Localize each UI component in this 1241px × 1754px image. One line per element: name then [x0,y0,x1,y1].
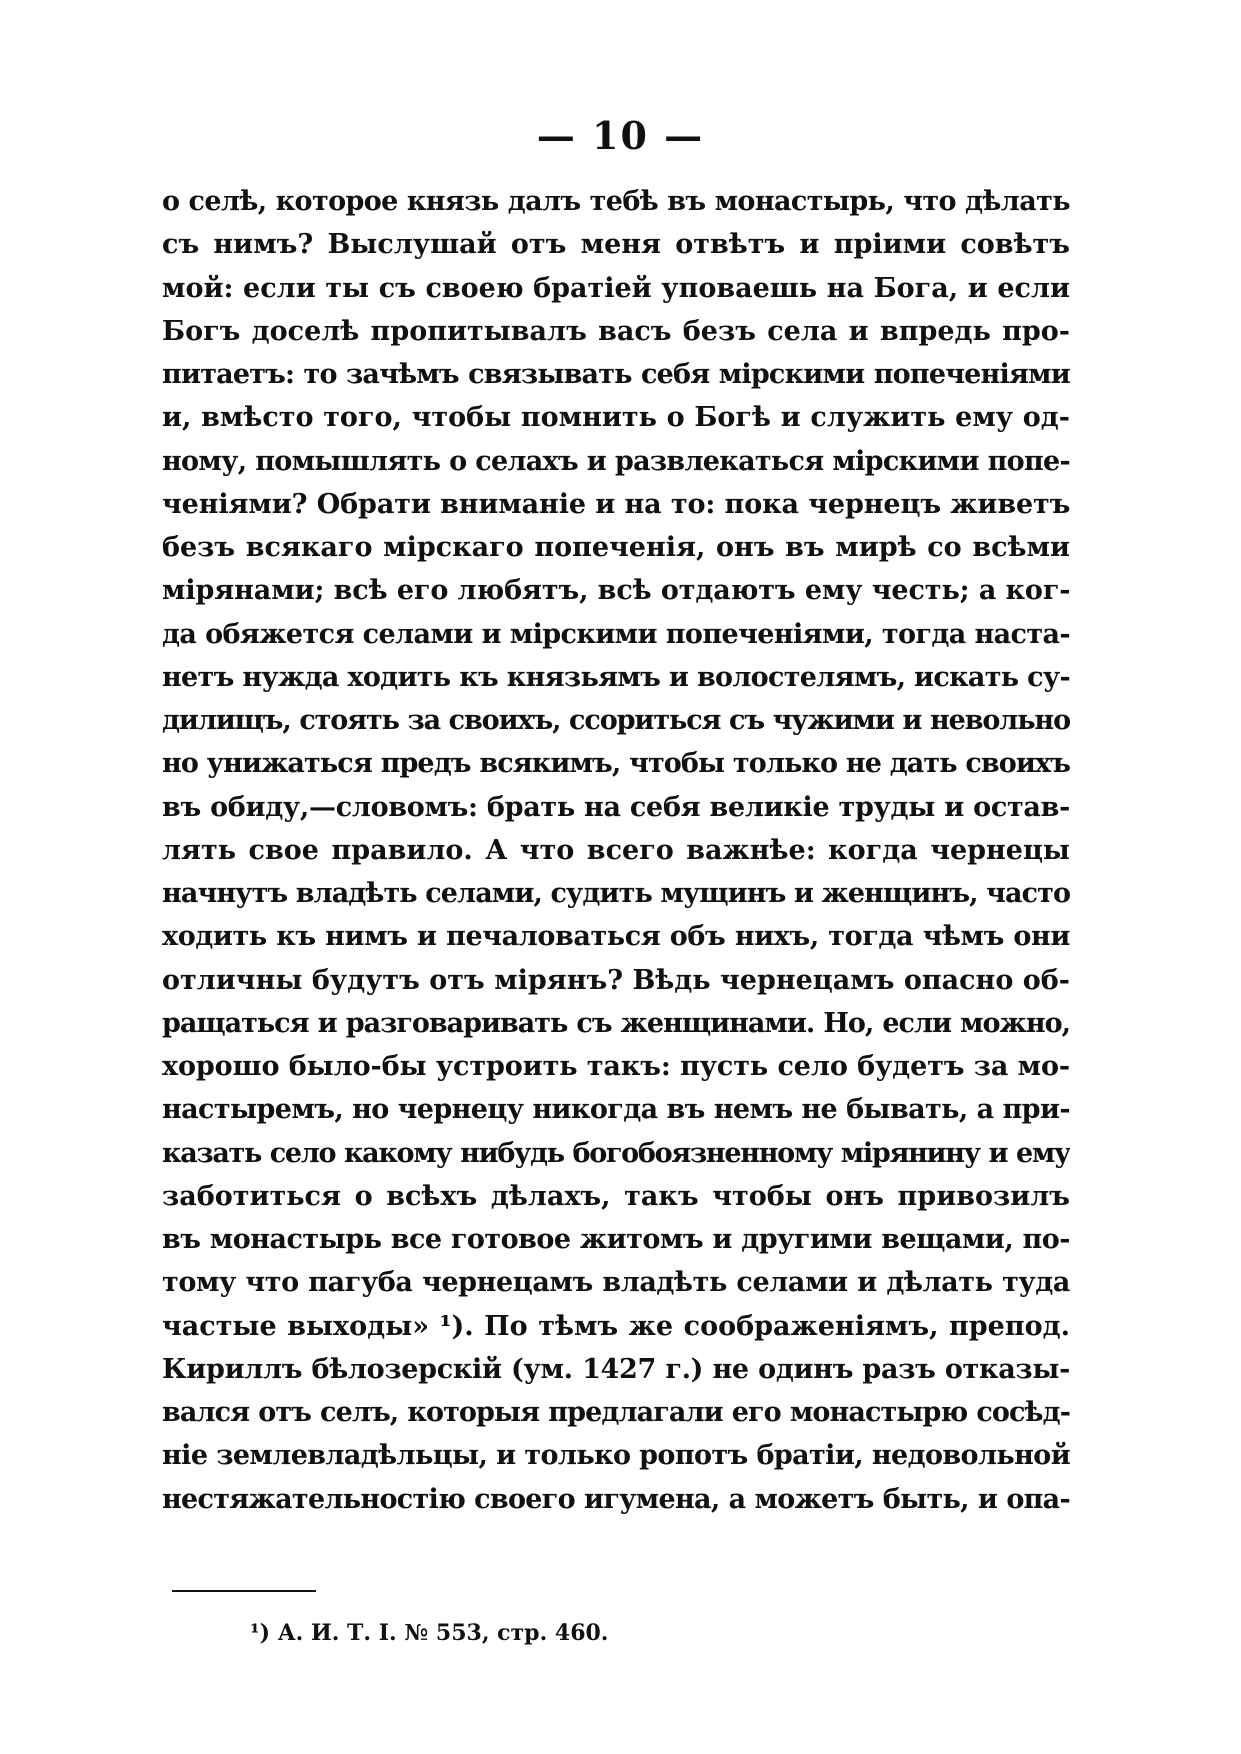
text-line: о селѣ, которое князь далъ тебѣ въ монастырь, что дѣлать [162,186,1070,217]
text-line: отличны будутъ отъ мірянъ? Вѣдь чернецамъ опасно об- [162,964,1070,996]
text-line: съ нимъ? Выслушай отъ меня отвѣтъ и пріими совѣтъ [162,229,1070,261]
text-line: питаетъ: то зачѣмъ связывать себя мірскими попеченіями [162,359,1070,390]
text-line: казать село какому нибудь богобоязненному мірянину и ему [162,1137,1070,1169]
text-line: нестяжательностію своего игумена, а можетъ быть, и опа- [162,1483,1070,1515]
text-line: ніе землевладѣльцы, и только ропотъ братіи, недовольной [162,1440,1070,1472]
text-line: ращаться и разговаривать съ женщинами. Но, если можно, [162,1007,1070,1039]
text-line: въ обиду,—словомъ: брать на себя великіе труды и остав- [162,791,1070,823]
text-line: ному, помышлять о селахъ и развлекаться мірскими попе- [162,445,1070,477]
body-text [162,180,1070,1521]
text-line: Кириллъ бѣлозерскій (ум. 1427 г.) не одинъ разъ отказы- [162,1353,1070,1385]
footnote: ¹) А. И. Т. I. № 553, стр. 460. [250,1620,609,1646]
footnote-divider [172,1590,316,1592]
text-line: дилищъ, стоять за своихъ, ссориться съ чужими и невольно [162,705,1070,736]
text-line: ходить къ нимъ и печаловаться объ нихъ, тогда чѣмъ они [162,921,1070,953]
text-line: ченіями? Обрати вниманіе и на то: пока чернецъ живетъ [162,488,1070,520]
text-line: Богъ доселѣ пропитывалъ васъ безъ села и впредь про- [162,315,1070,347]
text-line: безъ всякаго мірскаго попеченія, онъ въ мирѣ со всѣми [162,532,1070,563]
text-line: нетъ нужда ходить къ князьямъ и волостелямъ, искать су- [162,661,1070,693]
text-line: мірянами; всѣ его любятъ, всѣ отдаютъ ему честь; а ког- [162,575,1070,607]
text-line: заботиться о всѣхъ дѣлахъ, такъ чтобы онъ привозилъ [162,1180,1070,1212]
page-number: — 10 — [536,113,705,158]
text-line: тому что пагуба чернецамъ владѣть селами и дѣлать туда [162,1267,1070,1299]
text-line: начнутъ владѣть селами, судить мущинъ и женщинъ, часто [162,878,1070,909]
text-line: и, вмѣсто того, чтобы помнить о Богѣ и служить ему од- [162,402,1070,434]
text-line: лять свое правило. А что всего важнѣе: когда чернецы [162,834,1070,866]
text-line: настыремъ, но чернецу никогда въ немъ не бывать, а при- [162,1094,1070,1126]
text-line: хорошо было-бы устроить такъ: пусть село будетъ за мо- [162,1051,1070,1082]
text-line: въ монастырь все готовое житомъ и другими вещами, по- [162,1224,1070,1255]
text-line: но унижаться предъ всякимъ, чтобы только не дать своихъ [162,748,1070,780]
text-line: мой: если ты съ своею братіей уповаешь на Бога, и если [162,272,1070,304]
text-line: да обяжется селами и мірскими попеченіями, тогда наста- [162,618,1070,650]
text-line: вался отъ селъ, которыя предлагали его монастырю сосѣд- [162,1397,1070,1428]
text-line: частые выходы» ¹). По тѣмъ же соображеніямъ, препод. [162,1310,1070,1342]
